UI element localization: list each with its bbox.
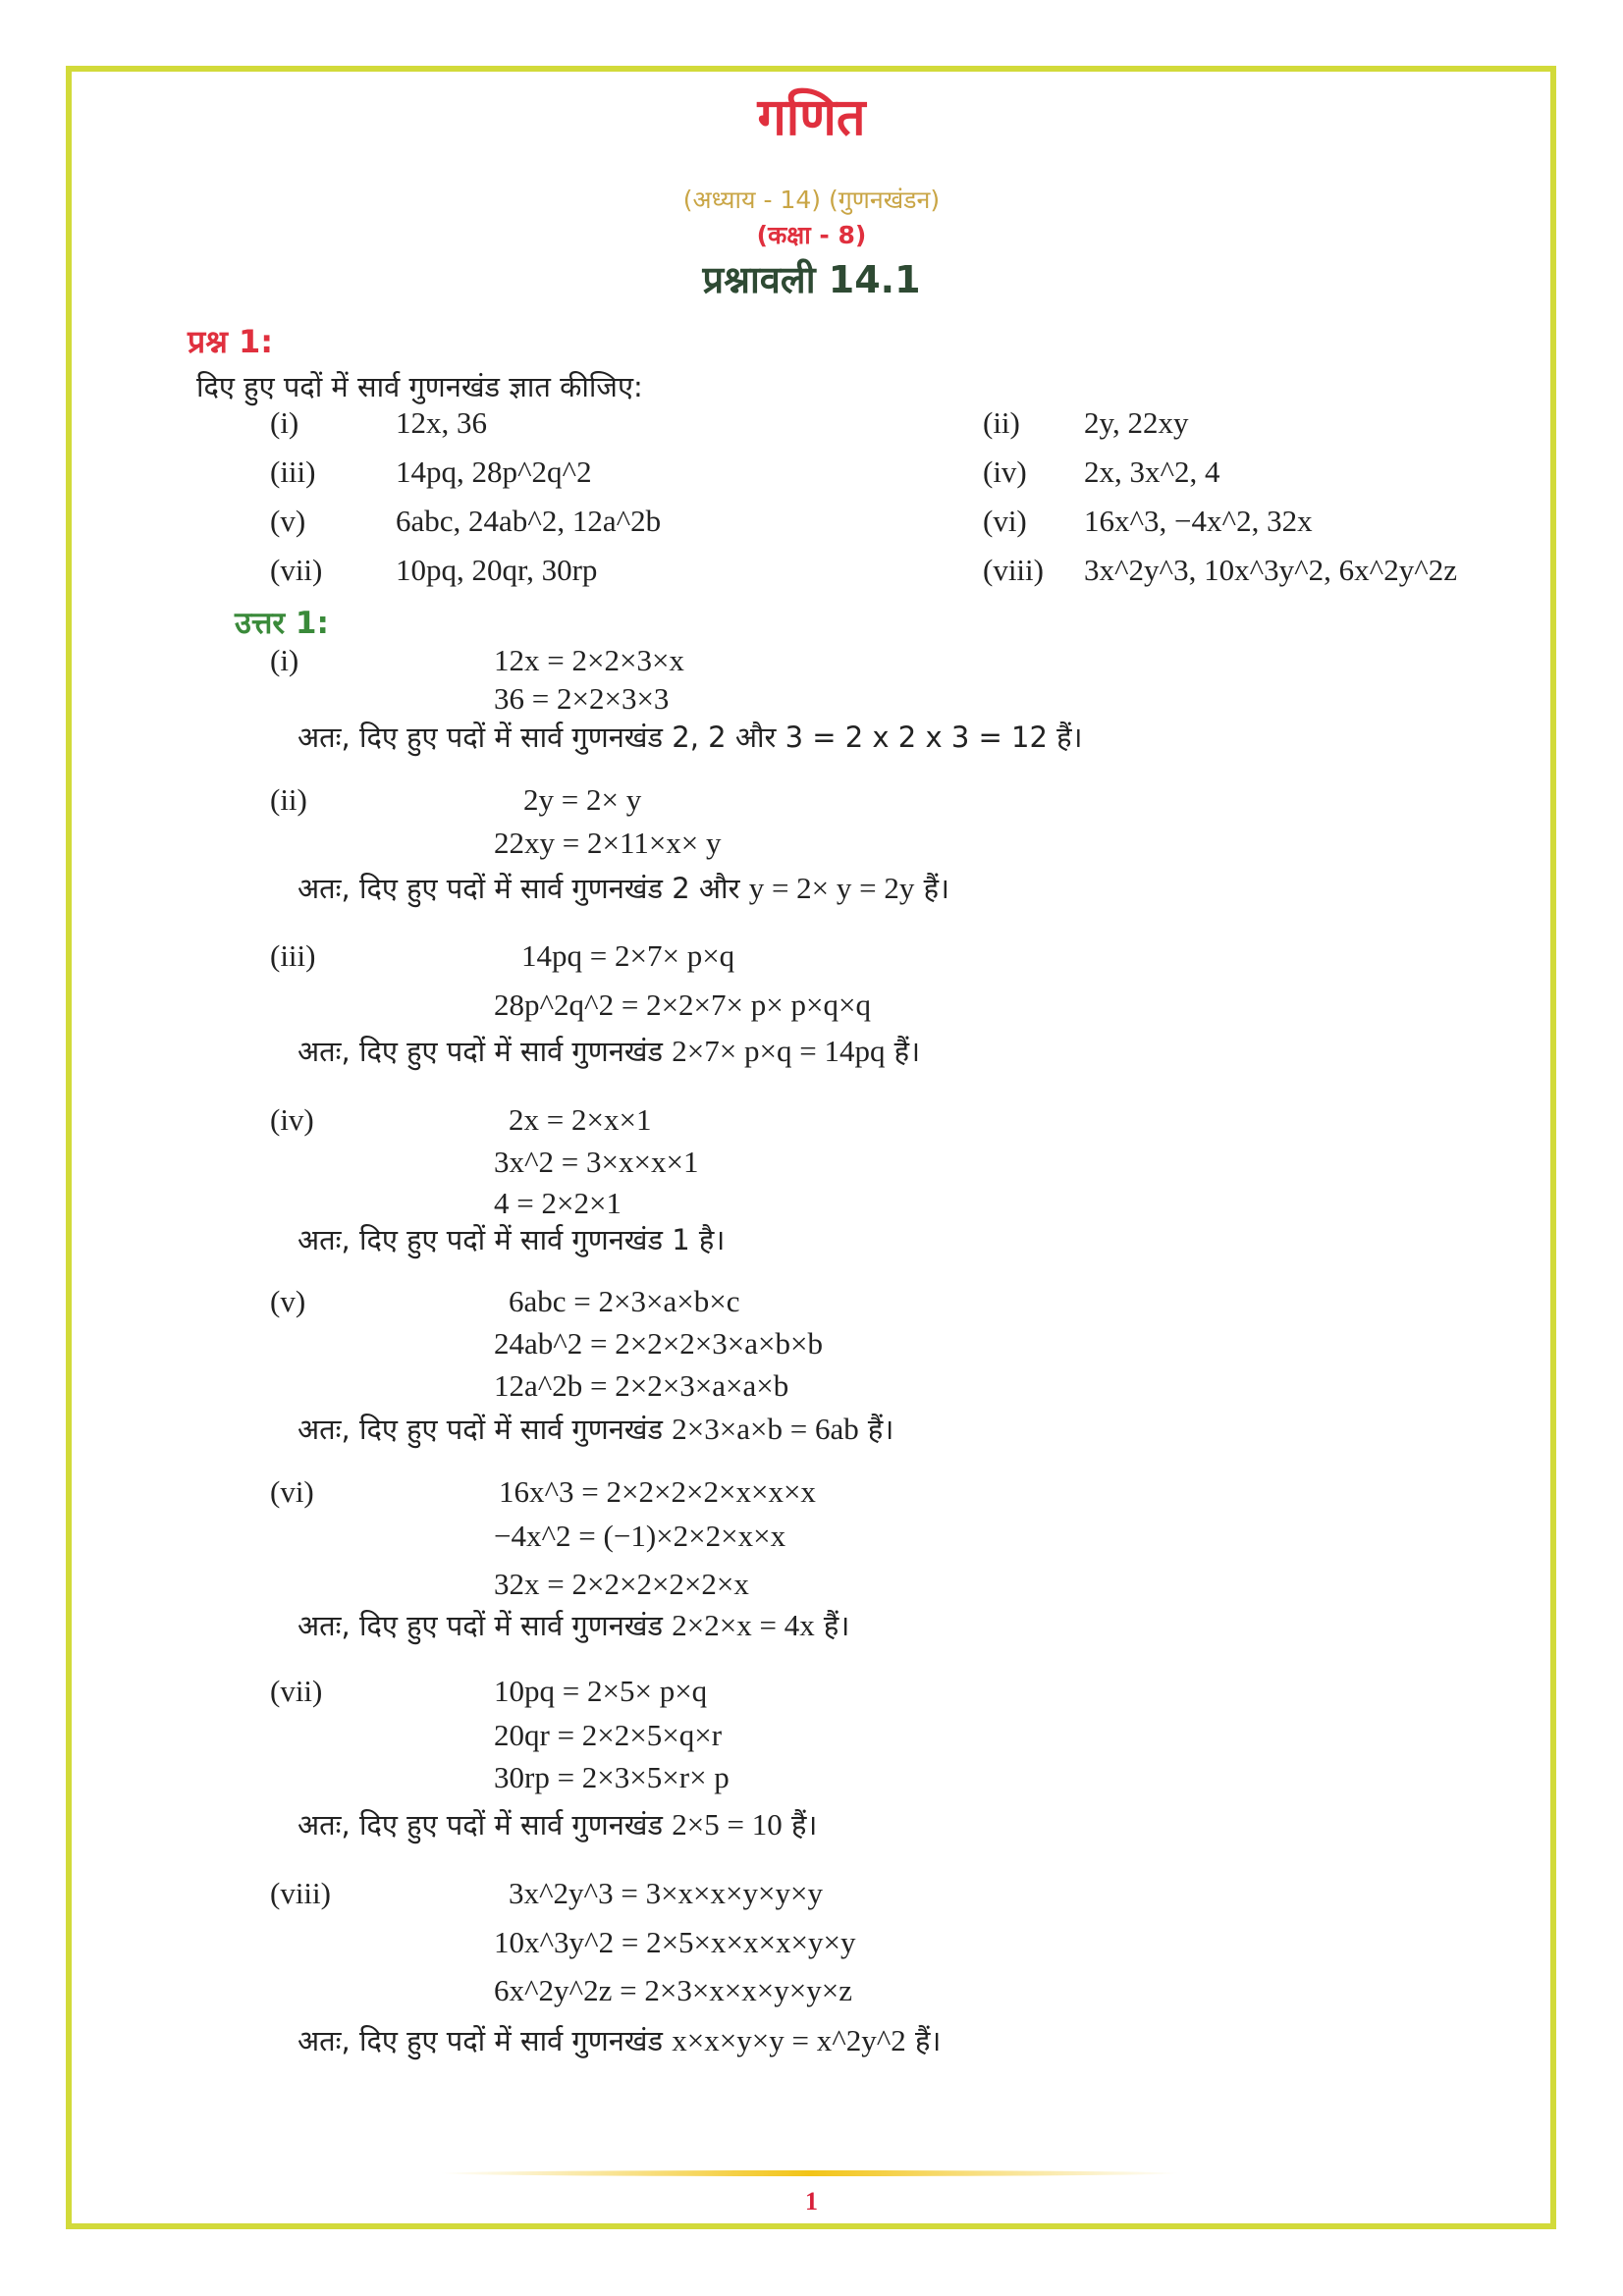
page-number: 1 (805, 2187, 818, 2216)
conclusion-text: अतः, दिए हुए पदों में सार्व गुणनखंड 1 है। (298, 1223, 726, 1256)
answer-conclusion (298, 1410, 893, 1448)
question-item-expression: 6abc, 24ab^2, 12a^2b (396, 504, 662, 538)
answer-part-label: (i) (270, 643, 299, 677)
answer-equation: 3x^2y^3 = 3×x×x×y×y×y (509, 1876, 823, 1910)
answer-equation: 6x^2y^2z = 2×3×x×x×y×y×z (494, 1973, 852, 2007)
answer-conclusion (298, 2021, 941, 2059)
answer-conclusion (298, 1220, 725, 1258)
question-item-label: (v) (270, 504, 306, 538)
answer-equation: 12x = 2×2×3×x (494, 643, 684, 677)
answer-equation: 14pq = 2×7× p×q (521, 938, 735, 973)
question-item-expression: 10pq, 20qr, 30rp (396, 553, 598, 587)
question-item-expression: 2x, 3x^2, 4 (1084, 454, 1220, 489)
conclusion-text: हैं। (905, 2024, 942, 2057)
question-heading: प्रश्न 1: (188, 323, 274, 360)
answer-heading: उत्तर 1: (235, 606, 329, 641)
answer-equation: 10pq = 2×5× p×q (494, 1674, 708, 1708)
answer-equation: 6abc = 2×3×a×b×c (509, 1284, 740, 1318)
question-text: दिए हुए पदों में सार्व गुणनखंड ज्ञात कीजिए: (196, 370, 643, 403)
answer-equation: 24ab^2 = 2×2×2×3×a×b×b (494, 1326, 823, 1361)
answer-equation: 36 = 2×2×3×3 (494, 681, 670, 716)
answer-equation: 22xy = 2×11×x× y (494, 826, 722, 860)
conclusion-text: अतः, दिए हुए पदों में सार्व गुणनखंड (298, 1808, 673, 1842)
conclusion-text: हैं। (885, 1035, 921, 1068)
answer-equation: 3x^2 = 3×x×x×1 (494, 1145, 699, 1179)
question-item-label: (vi) (983, 504, 1027, 538)
question-item-expression: 16x^3, −4x^2, 32x (1084, 504, 1313, 538)
question-item-expression: 12x, 36 (396, 405, 487, 440)
answer-conclusion (298, 1805, 817, 1843)
conclusion-text: हैं। (858, 1413, 894, 1446)
conclusion-text: हैं। (782, 1808, 818, 1842)
conclusion-text: अतः, दिए हुए पदों में सार्व गुणनखंड (298, 1035, 673, 1068)
answer-conclusion (298, 1606, 849, 1644)
answer-equation: 10x^3y^2 = 2×5×x×x×x×y×y (494, 1925, 856, 1959)
conclusion-text: अतः, दिए हुए पदों में सार्व गुणनखंड (298, 1609, 673, 1642)
answer-equation: 12a^2b = 2×2×3×a×a×b (494, 1368, 789, 1403)
conclusion-text: हैं। (914, 872, 949, 905)
answer-part-label: (viii) (270, 1876, 331, 1910)
conclusion-math: y = 2× y = 2y (748, 871, 915, 905)
answer-part-label: (v) (270, 1284, 306, 1318)
answer-equation: 16x^3 = 2×2×2×2×x×x×x (499, 1474, 816, 1509)
answer-conclusion (298, 869, 949, 907)
answer-part-label: (iv) (270, 1102, 314, 1137)
answer-part-label: (vii) (270, 1674, 323, 1708)
answer-equation: 20qr = 2×2×5×q×r (494, 1718, 723, 1752)
answer-part-label: (ii) (270, 782, 307, 817)
question-item-expression: 14pq, 28p^2q^2 (396, 454, 592, 489)
conclusion-math: 2×3×a×b = 6ab (672, 1412, 859, 1446)
conclusion-math: x×x×y×y = x^2y^2 (672, 2023, 906, 2057)
answer-part-label: (iii) (270, 938, 316, 973)
chapter-subtitle: (अध्याय - 14) (गुणनखंडन) (682, 186, 941, 214)
answer-equation: 28p^2q^2 = 2×2×7× p× p×q×q (494, 988, 871, 1022)
page-title: गणित (757, 88, 866, 147)
answer-part-label: (vi) (270, 1474, 314, 1509)
conclusion-text: अतः, दिए हुए पदों में सार्व गुणनखंड (298, 2024, 673, 2057)
conclusion-text: अतः, दिए हुए पदों में सार्व गुणनखंड (298, 1413, 673, 1446)
answer-equation: 32x = 2×2×2×2×2×x (494, 1567, 749, 1601)
question-item-label: (viii) (983, 553, 1044, 587)
conclusion-text: हैं। (814, 1609, 850, 1642)
question-item-label: (iv) (983, 454, 1027, 489)
question-item-expression: 3x^2y^3, 10x^3y^2, 6x^2y^2z (1084, 553, 1458, 587)
question-item-label: (i) (270, 405, 299, 440)
exercise-title: प्रश्नावली 14.1 (702, 258, 921, 301)
class-label: (कक्षा - 8) (756, 221, 867, 249)
answer-conclusion (298, 1032, 920, 1070)
answer-equation: 30rp = 2×3×5×r× p (494, 1760, 730, 1794)
conclusion-math: 2×2×x = 4x (672, 1608, 815, 1642)
question-item-expression: 2y, 22xy (1084, 405, 1189, 440)
answer-conclusion (298, 718, 1083, 756)
question-item-label: (vii) (270, 553, 323, 587)
question-item-label: (ii) (983, 405, 1020, 440)
conclusion-math: 2×5 = 10 (672, 1807, 783, 1842)
answer-equation: −4x^2 = (−1)×2×2×x×x (494, 1519, 786, 1553)
conclusion-math: 2×7× p×q = 14pq (672, 1034, 886, 1068)
answer-equation: 4 = 2×2×1 (494, 1186, 622, 1220)
answer-equation: 2x = 2×x×1 (509, 1102, 652, 1137)
question-item-label: (iii) (270, 454, 316, 489)
conclusion-text: अतः, दिए हुए पदों में सार्व गुणनखंड 2, 2 और 3 = 2 x 2 x 3 = 12 हैं। (298, 721, 1083, 754)
footer-divider (440, 2170, 1179, 2176)
conclusion-text: अतः, दिए हुए पदों में सार्व गुणनखंड 2 और (298, 872, 749, 905)
answer-equation: 2y = 2× y (523, 782, 642, 817)
